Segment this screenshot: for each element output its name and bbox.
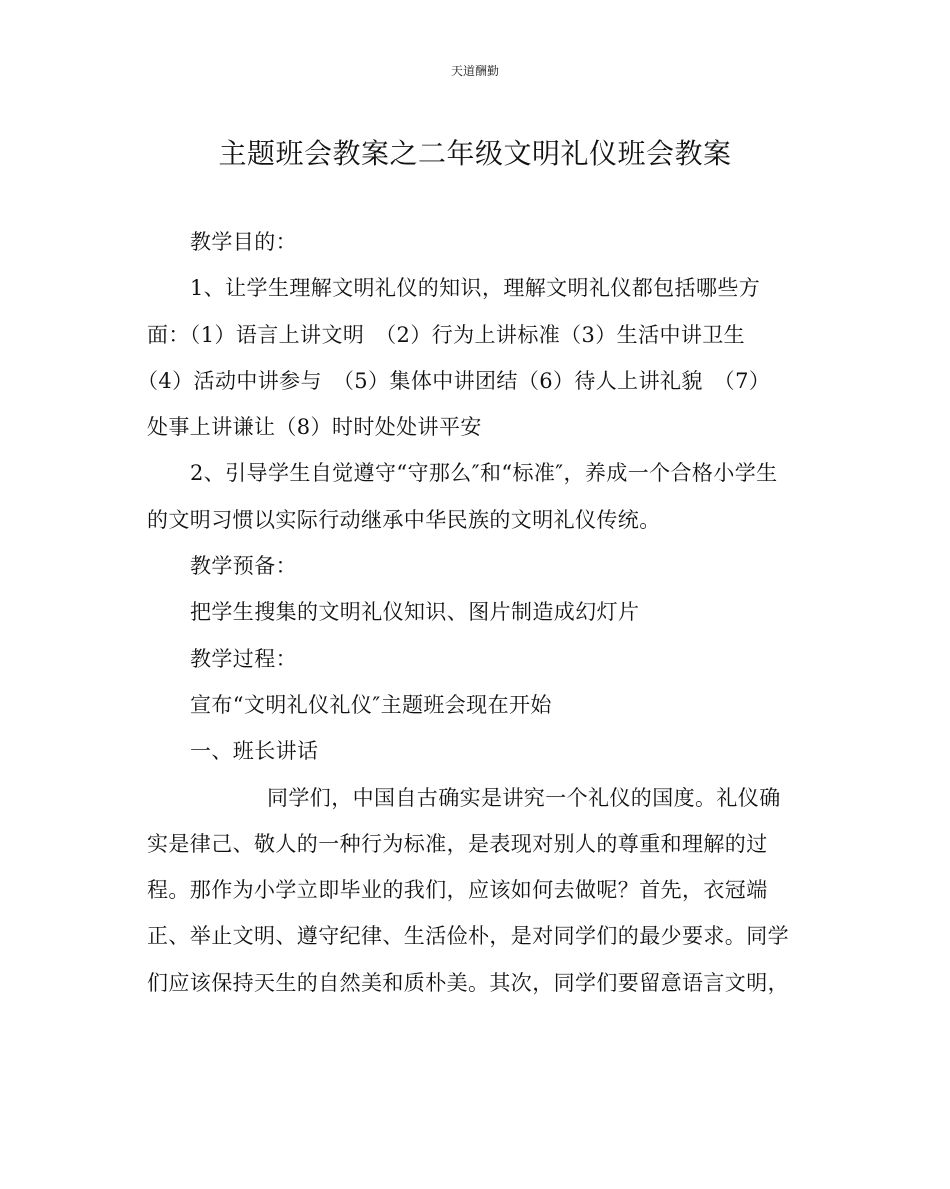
page-header: 天道酬勤 [450, 64, 499, 78]
text-line: 面：（1）语言上讲文明 （2）行为上讲标准（3）生活中讲卫生 [147, 322, 746, 347]
announcement-text: 宣布“文明礼仪礼仪″主题班会现在开始 [190, 692, 552, 717]
document-title: 主题班会教案之二年级文明礼仪班会教案 [218, 137, 732, 170]
text-line: 1、让学生理解文明礼仪的知识，理解文明礼仪都包括哪些方 [190, 276, 761, 301]
text-line: 实是律己、敬人的一种行为标准，是表现对别人的尊重和理解的过 [147, 831, 768, 856]
preparation-text: 把学生搜集的文明礼仪知识、图片制造成幻灯片 [190, 600, 640, 625]
text-line: 处事上讲谦让（8）时时处处讲平安 [147, 415, 482, 440]
objective-1-paragraph [137, 265, 811, 450]
text-line: 2、引导学生自觉遵守“守那么″和“标准″，养成一个合格小学生 [190, 461, 778, 486]
objective-2-paragraph [147, 450, 811, 543]
speech-paragraph [147, 775, 811, 1006]
preparation-heading: 教学预备： [190, 554, 297, 579]
document-body [137, 219, 811, 1006]
text-line: 们应该保持天生的自然美和质朴美。其次，同学们要留意语言文明， [147, 970, 789, 995]
process-heading: 教学过程： [190, 646, 297, 671]
text-line: 同学们，中国自古确实是讲究一个礼仪的国度。礼仪确 [267, 785, 781, 810]
section-1-heading: 一、班长讲话 [190, 739, 319, 764]
text-line: 程。那作为小学立即毕业的我们，应该如何去做呢？首先，衣冠端 [147, 878, 768, 903]
text-line: （4）活动中讲参与 （5）集体中讲团结（6）待人上讲礼貌 （7） [137, 368, 771, 393]
objectives-heading: 教学目的： [190, 230, 297, 254]
text-line: 的文明习惯以实际行动继承中华民族的文明礼仪传统。 [147, 507, 661, 532]
text-line: 正、举止文明、遵守纪律、生活俭朴，是对同学们的最少要求。同学 [147, 924, 789, 949]
